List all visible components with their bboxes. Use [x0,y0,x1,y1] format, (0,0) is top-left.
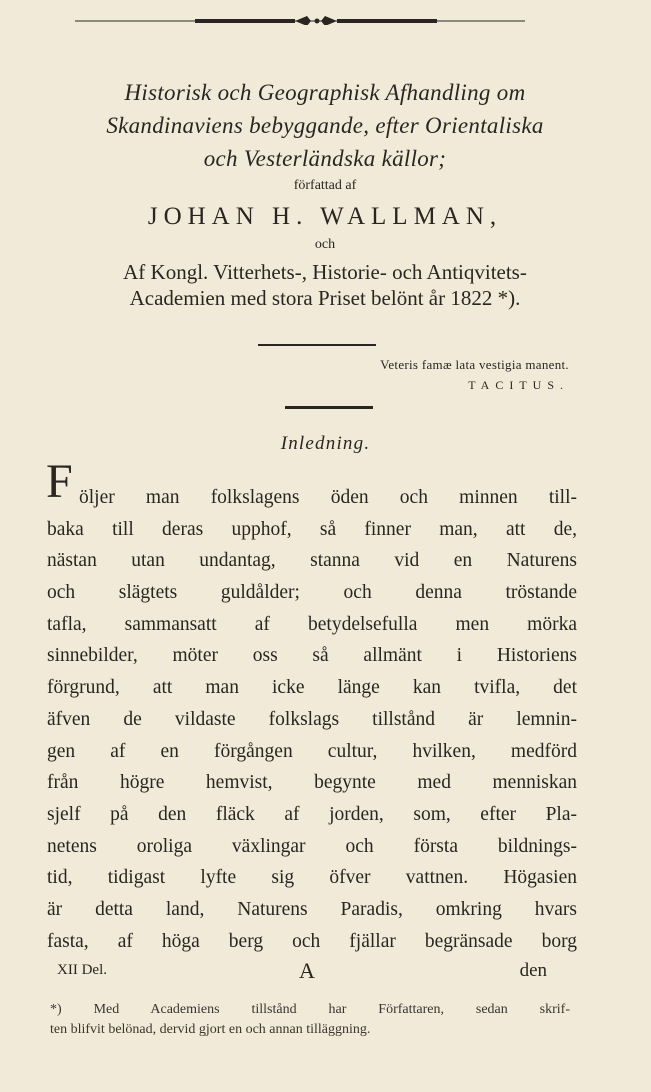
body-line: tid, tidigast lyfte sig öfver vattnen. Högasien [47,867,577,889]
title-line-3: och Vesterländska källor; [203,146,447,171]
body-line: sinnebilder, möter oss så allmänt i Historiens [47,645,577,667]
author-name: JOHAN H. WALLMAN, [147,203,503,230]
body-line: tafla, sammansatt af betydelsefulla men mörka [47,613,577,635]
signature-letter: A [299,958,315,983]
volume-signature: XII Del. [57,962,107,978]
epigraph-author: TACITUS. [468,378,569,392]
byline: författad af [293,178,357,193]
section-heading: Inledning. [280,433,371,454]
page-signature-line [57,958,547,988]
footnote [50,1000,570,1040]
drop-cap: F [46,455,73,508]
body-text [47,482,577,957]
title-line-2: Skandinaviens bebyggande, efter Orientaliska [106,113,544,138]
body-line: nästan utan undantag, stanna vid en Naturens [47,550,577,572]
body-line: är detta land, Naturens Paradis, omkring hvars [47,898,577,920]
catchword: den [519,960,547,981]
header-ornament-rule [75,13,525,25]
conjunction: och [314,237,336,252]
body-line: sjelf på den fläck af jorden, som, efter Pla- [47,803,577,825]
body-line: från högre hemvist, begynte med menniskan [47,772,577,794]
footnote-line-2: ten blifvit belönad, dervid gjort en och annan tilläggning. [50,1022,371,1037]
body-line: gen af en förgången cultur, hvilken, medförd [47,740,577,762]
title-block [30,76,620,311]
body-line: öljer man folkslagens öden och minnen till- [79,487,577,508]
title-line-1: Historisk och Geographisk Afhandling om [124,80,526,105]
footnote-line-1: *) Med Academiens tillstånd har Författaren, sedan skrif- [50,1002,570,1017]
body-line: äfven de vildaste folkslags tillstånd är lemnin- [47,708,577,730]
epigraph-quote: Veteris famæ lata vestigia manent. [380,357,569,372]
description-line-2: Academien med stora Priset belönt år 1822 *). [129,286,521,310]
body-line: och slägtets guldålder; och denna tröstande [47,582,577,604]
epigraph [380,356,569,394]
rule-upper [258,344,376,346]
description-line-1: Af Kongl. Vitterhets-, Historie- och Antiqvitets- [123,260,527,284]
rule-lower [285,406,373,409]
body-line: baka till deras upphof, så finner man, att de, [47,518,577,540]
body-line: netens oroliga växlingar och första bildnings- [47,835,577,857]
body-line: fasta, af höga berg och fjällar begränsade borg [47,930,577,952]
body-line: förgrund, att man icke länge kan tvifla, det [47,677,577,699]
